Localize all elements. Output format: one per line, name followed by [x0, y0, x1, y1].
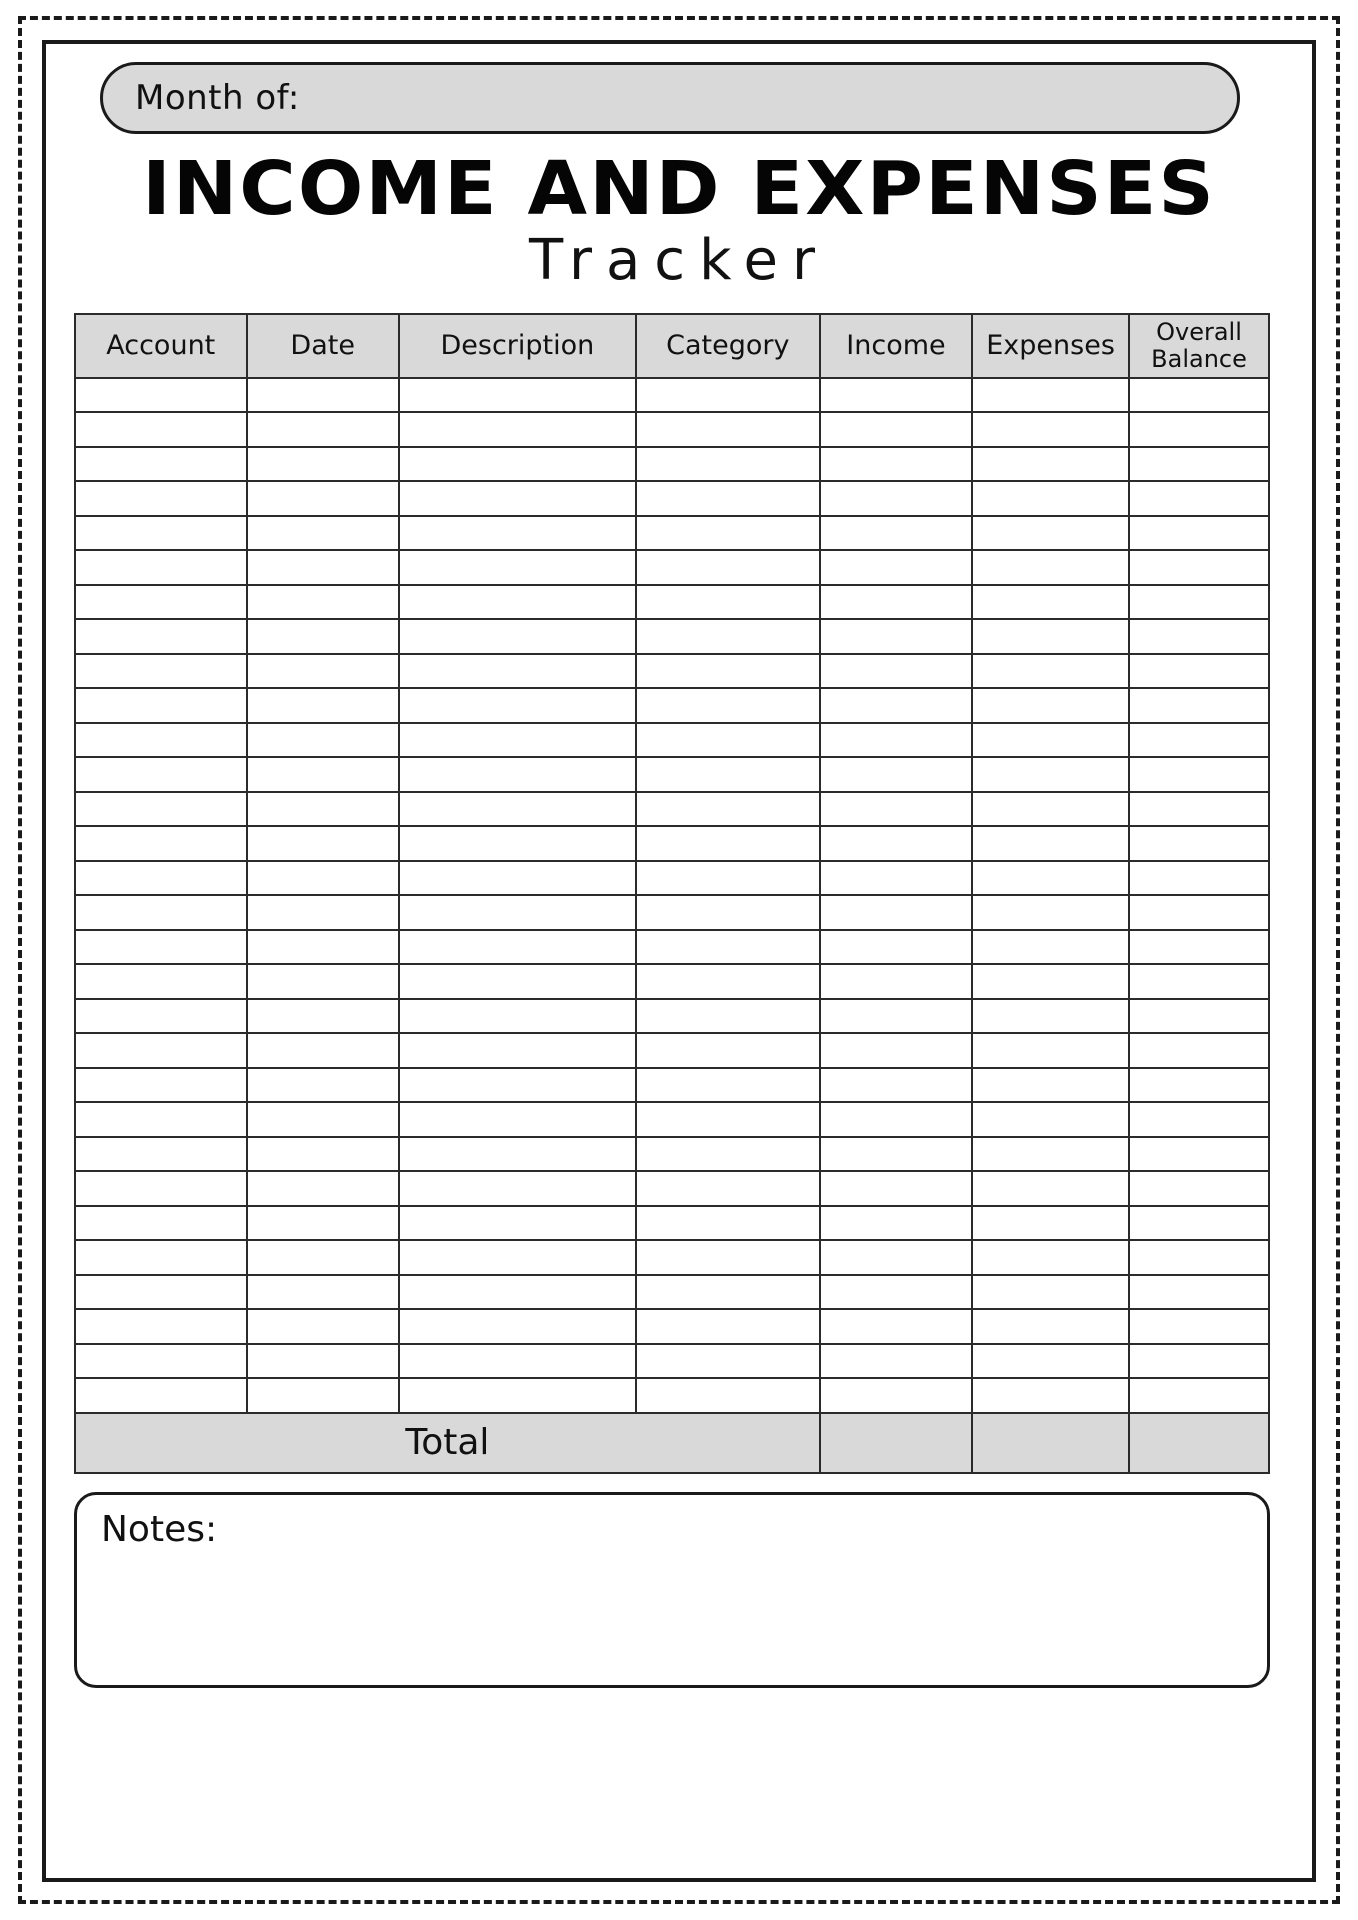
cell-description[interactable] — [399, 516, 636, 551]
cell-expenses[interactable] — [972, 412, 1129, 447]
cell-overall_balance[interactable] — [1129, 1171, 1269, 1206]
cell-expenses[interactable] — [972, 619, 1129, 654]
cell-account[interactable] — [75, 1068, 247, 1103]
cell-expenses[interactable] — [972, 723, 1129, 758]
cell-expenses[interactable] — [972, 550, 1129, 585]
cell-income[interactable] — [820, 826, 972, 861]
cell-description[interactable] — [399, 1068, 636, 1103]
cell-date[interactable] — [247, 792, 399, 827]
cell-account[interactable] — [75, 1275, 247, 1310]
cell-category[interactable] — [636, 619, 820, 654]
cell-income[interactable] — [820, 1171, 972, 1206]
cell-date[interactable] — [247, 861, 399, 896]
cell-category[interactable] — [636, 757, 820, 792]
cell-account[interactable] — [75, 757, 247, 792]
cell-overall_balance[interactable] — [1129, 1275, 1269, 1310]
cell-account[interactable] — [75, 481, 247, 516]
table-row — [75, 585, 1269, 620]
cell-category[interactable] — [636, 412, 820, 447]
cell-overall_balance[interactable] — [1129, 1033, 1269, 1068]
cell-category[interactable] — [636, 1275, 820, 1310]
table-header — [75, 314, 1269, 378]
cell-description[interactable] — [399, 792, 636, 827]
cell-expenses[interactable] — [972, 585, 1129, 620]
cell-description[interactable] — [399, 826, 636, 861]
cell-expenses[interactable] — [972, 1102, 1129, 1137]
cell-expenses[interactable] — [972, 481, 1129, 516]
cell-overall_balance[interactable] — [1129, 861, 1269, 896]
cell-account[interactable] — [75, 1240, 247, 1275]
table-row — [75, 895, 1269, 930]
cell-expenses[interactable] — [972, 1206, 1129, 1241]
cell-description[interactable] — [399, 1344, 636, 1379]
cell-date[interactable] — [247, 1275, 399, 1310]
cell-description[interactable] — [399, 1206, 636, 1241]
cell-account[interactable] — [75, 861, 247, 896]
cell-overall_balance[interactable] — [1129, 550, 1269, 585]
table-row — [75, 1206, 1269, 1241]
table-row — [75, 447, 1269, 482]
cell-income[interactable] — [820, 930, 972, 965]
cell-expenses[interactable] — [972, 1068, 1129, 1103]
total-income-cell[interactable] — [820, 1413, 972, 1473]
cell-description[interactable] — [399, 723, 636, 758]
cell-account[interactable] — [75, 447, 247, 482]
cell-overall_balance[interactable] — [1129, 447, 1269, 482]
total-balance-cell[interactable] — [1129, 1413, 1269, 1473]
cell-description[interactable] — [399, 585, 636, 620]
total-expenses-cell[interactable] — [972, 1413, 1129, 1473]
table-row — [75, 378, 1269, 413]
cell-income[interactable] — [820, 447, 972, 482]
cell-overall_balance[interactable] — [1129, 688, 1269, 723]
cell-date[interactable] — [247, 1378, 399, 1413]
column-header-date: Date — [247, 314, 399, 378]
cell-category[interactable] — [636, 585, 820, 620]
cell-overall_balance[interactable] — [1129, 654, 1269, 689]
table-header-row — [75, 314, 1269, 378]
cell-date[interactable] — [247, 1240, 399, 1275]
table-row — [75, 792, 1269, 827]
cell-income[interactable] — [820, 412, 972, 447]
tracker-table — [74, 313, 1270, 1474]
page-content — [74, 62, 1284, 1688]
column-header-income: Income — [820, 314, 972, 378]
column-header-description: Description — [399, 314, 636, 378]
table-row — [75, 1102, 1269, 1137]
cell-category[interactable] — [636, 723, 820, 758]
cell-expenses[interactable] — [972, 688, 1129, 723]
cell-date[interactable] — [247, 481, 399, 516]
cell-overall_balance[interactable] — [1129, 964, 1269, 999]
table-row — [75, 412, 1269, 447]
cell-account[interactable] — [75, 378, 247, 413]
cell-overall_balance[interactable] — [1129, 481, 1269, 516]
cell-date[interactable] — [247, 447, 399, 482]
cell-income[interactable] — [820, 516, 972, 551]
cell-overall_balance[interactable] — [1129, 1206, 1269, 1241]
cell-overall_balance[interactable] — [1129, 516, 1269, 551]
table-row — [75, 757, 1269, 792]
cell-date[interactable] — [247, 1102, 399, 1137]
table-row — [75, 619, 1269, 654]
table-row — [75, 723, 1269, 758]
cell-overall_balance[interactable] — [1129, 412, 1269, 447]
cell-description[interactable] — [399, 1137, 636, 1172]
cell-expenses[interactable] — [972, 1378, 1129, 1413]
cell-category[interactable] — [636, 1033, 820, 1068]
cell-date[interactable] — [247, 930, 399, 965]
cell-overall_balance[interactable] — [1129, 378, 1269, 413]
cell-expenses[interactable] — [972, 378, 1129, 413]
cell-income[interactable] — [820, 861, 972, 896]
cell-description[interactable] — [399, 447, 636, 482]
table-row — [75, 1378, 1269, 1413]
page-title: INCOME AND EXPENSES — [142, 146, 1216, 232]
table-row — [75, 1275, 1269, 1310]
cell-date[interactable] — [247, 1033, 399, 1068]
cell-income[interactable] — [820, 481, 972, 516]
cell-description[interactable] — [399, 1378, 636, 1413]
cell-income[interactable] — [820, 585, 972, 620]
cell-income[interactable] — [820, 688, 972, 723]
cell-date[interactable] — [247, 757, 399, 792]
table-row — [75, 688, 1269, 723]
cell-category[interactable] — [636, 1137, 820, 1172]
cell-category[interactable] — [636, 826, 820, 861]
cell-date[interactable] — [247, 826, 399, 861]
column-header-expenses: Expenses — [972, 314, 1129, 378]
cell-account[interactable] — [75, 792, 247, 827]
table-row — [75, 999, 1269, 1034]
cell-overall_balance[interactable] — [1129, 895, 1269, 930]
cell-description[interactable] — [399, 1309, 636, 1344]
cell-date[interactable] — [247, 999, 399, 1034]
cell-expenses[interactable] — [972, 999, 1129, 1034]
cell-expenses[interactable] — [972, 930, 1129, 965]
cell-overall_balance[interactable] — [1129, 619, 1269, 654]
cell-expenses[interactable] — [972, 792, 1129, 827]
cell-category[interactable] — [636, 999, 820, 1034]
cell-category[interactable] — [636, 654, 820, 689]
cell-description[interactable] — [399, 1171, 636, 1206]
cell-category[interactable] — [636, 895, 820, 930]
cell-income[interactable] — [820, 619, 972, 654]
table-footer — [75, 1413, 1269, 1473]
cell-description[interactable] — [399, 481, 636, 516]
cell-account[interactable] — [75, 1344, 247, 1379]
cell-income[interactable] — [820, 1240, 972, 1275]
total-row — [75, 1413, 1269, 1473]
column-header-overall-balance — [1129, 314, 1269, 378]
table-row — [75, 964, 1269, 999]
table-row — [75, 1171, 1269, 1206]
cell-expenses[interactable] — [972, 1171, 1129, 1206]
cell-income[interactable] — [820, 792, 972, 827]
notes-box[interactable] — [74, 1492, 1270, 1688]
cell-category[interactable] — [636, 1171, 820, 1206]
cell-expenses[interactable] — [972, 1309, 1129, 1344]
cell-category[interactable] — [636, 550, 820, 585]
table-row — [75, 1240, 1269, 1275]
cell-date[interactable] — [247, 1309, 399, 1344]
cell-income[interactable] — [820, 1068, 972, 1103]
table-row — [75, 930, 1269, 965]
cell-account[interactable] — [75, 964, 247, 999]
cell-income[interactable] — [820, 1206, 972, 1241]
cell-date[interactable] — [247, 964, 399, 999]
month-of-field[interactable] — [100, 62, 1240, 134]
cell-category[interactable] — [636, 1344, 820, 1379]
month-of-label: Month of: — [135, 78, 300, 118]
cell-category[interactable] — [636, 792, 820, 827]
cell-category[interactable] — [636, 1206, 820, 1241]
cell-expenses[interactable] — [972, 1137, 1129, 1172]
cell-expenses[interactable] — [972, 1275, 1129, 1310]
cell-overall_balance[interactable] — [1129, 1102, 1269, 1137]
cell-account[interactable] — [75, 826, 247, 861]
cell-account[interactable] — [75, 999, 247, 1034]
cell-date[interactable] — [247, 550, 399, 585]
cell-income[interactable] — [820, 1033, 972, 1068]
cell-description[interactable] — [399, 964, 636, 999]
cell-account[interactable] — [75, 1309, 247, 1344]
cell-account[interactable] — [75, 1102, 247, 1137]
cell-category[interactable] — [636, 861, 820, 896]
cell-description[interactable] — [399, 619, 636, 654]
cell-date[interactable] — [247, 1137, 399, 1172]
cell-expenses[interactable] — [972, 826, 1129, 861]
cell-income[interactable] — [820, 964, 972, 999]
cell-description[interactable] — [399, 757, 636, 792]
cell-account[interactable] — [75, 550, 247, 585]
cell-date[interactable] — [247, 688, 399, 723]
cell-category[interactable] — [636, 964, 820, 999]
cell-account[interactable] — [75, 1137, 247, 1172]
table-row — [75, 1068, 1269, 1103]
table-row — [75, 861, 1269, 896]
cell-category[interactable] — [636, 481, 820, 516]
cell-income[interactable] — [820, 999, 972, 1034]
table-row — [75, 654, 1269, 689]
cell-account[interactable] — [75, 585, 247, 620]
cell-expenses[interactable] — [972, 964, 1129, 999]
cell-account[interactable] — [75, 895, 247, 930]
cell-description[interactable] — [399, 1033, 636, 1068]
cell-expenses[interactable] — [972, 516, 1129, 551]
cell-category[interactable] — [636, 516, 820, 551]
cell-income[interactable] — [820, 723, 972, 758]
cell-overall_balance[interactable] — [1129, 999, 1269, 1034]
cell-expenses[interactable] — [972, 654, 1129, 689]
table-row — [75, 1033, 1269, 1068]
table-row — [75, 1309, 1269, 1344]
cell-income[interactable] — [820, 550, 972, 585]
cell-description[interactable] — [399, 895, 636, 930]
total-label: Total — [75, 1413, 820, 1473]
cell-expenses[interactable] — [972, 1240, 1129, 1275]
cell-expenses[interactable] — [972, 895, 1129, 930]
table-row — [75, 1344, 1269, 1379]
table-row — [75, 550, 1269, 585]
cell-category[interactable] — [636, 688, 820, 723]
cell-overall_balance[interactable] — [1129, 723, 1269, 758]
cell-account[interactable] — [75, 516, 247, 551]
cell-expenses[interactable] — [972, 1344, 1129, 1379]
cell-category[interactable] — [636, 1102, 820, 1137]
cell-date[interactable] — [247, 412, 399, 447]
cell-overall_balance[interactable] — [1129, 1344, 1269, 1379]
cell-category[interactable] — [636, 447, 820, 482]
cell-expenses[interactable] — [972, 861, 1129, 896]
cell-expenses[interactable] — [972, 757, 1129, 792]
cell-income[interactable] — [820, 1378, 972, 1413]
cell-category[interactable] — [636, 378, 820, 413]
cell-description[interactable] — [399, 378, 636, 413]
cell-category[interactable] — [636, 1240, 820, 1275]
cell-overall_balance[interactable] — [1129, 1378, 1269, 1413]
cell-account[interactable] — [75, 412, 247, 447]
cell-date[interactable] — [247, 895, 399, 930]
cell-date[interactable] — [247, 1068, 399, 1103]
cell-date[interactable] — [247, 1171, 399, 1206]
cell-category[interactable] — [636, 1309, 820, 1344]
cell-overall_balance[interactable] — [1129, 1240, 1269, 1275]
column-header-account: Account — [75, 314, 247, 378]
cell-description[interactable] — [399, 1275, 636, 1310]
cell-description[interactable] — [399, 1102, 636, 1137]
cell-income[interactable] — [820, 757, 972, 792]
cell-overall_balance[interactable] — [1129, 792, 1269, 827]
table-body — [75, 378, 1269, 1413]
column-header-category: Category — [636, 314, 820, 378]
cell-overall_balance[interactable] — [1129, 585, 1269, 620]
cell-description[interactable] — [399, 1240, 636, 1275]
page-subtitle: Tracker — [528, 228, 829, 293]
cell-expenses[interactable] — [972, 447, 1129, 482]
cell-income[interactable] — [820, 1137, 972, 1172]
cell-description[interactable] — [399, 688, 636, 723]
cell-income[interactable] — [820, 895, 972, 930]
overall-balance-line-2: Balance — [1151, 344, 1247, 373]
cell-category[interactable] — [636, 1068, 820, 1103]
cell-date[interactable] — [247, 654, 399, 689]
cell-description[interactable] — [399, 550, 636, 585]
cell-category[interactable] — [636, 930, 820, 965]
cell-income[interactable] — [820, 1309, 972, 1344]
cell-date[interactable] — [247, 723, 399, 758]
cell-date[interactable] — [247, 1344, 399, 1379]
overall-balance-line-1: Overall — [1156, 318, 1242, 347]
cell-account[interactable] — [75, 1171, 247, 1206]
cell-overall_balance[interactable] — [1129, 1309, 1269, 1344]
cell-overall_balance[interactable] — [1129, 930, 1269, 965]
cell-overall_balance[interactable] — [1129, 757, 1269, 792]
cell-income[interactable] — [820, 1102, 972, 1137]
cell-date[interactable] — [247, 378, 399, 413]
cell-account[interactable] — [75, 1378, 247, 1413]
cell-account[interactable] — [75, 1206, 247, 1241]
table-row — [75, 481, 1269, 516]
cell-date[interactable] — [247, 1206, 399, 1241]
cell-account[interactable] — [75, 688, 247, 723]
cell-description[interactable] — [399, 654, 636, 689]
cell-description[interactable] — [399, 861, 636, 896]
cell-date[interactable] — [247, 619, 399, 654]
cell-income[interactable] — [820, 378, 972, 413]
cell-overall_balance[interactable] — [1129, 1137, 1269, 1172]
table-row — [75, 1137, 1269, 1172]
cell-description[interactable] — [399, 930, 636, 965]
cell-account[interactable] — [75, 723, 247, 758]
cell-date[interactable] — [247, 516, 399, 551]
table-row — [75, 826, 1269, 861]
cell-account[interactable] — [75, 654, 247, 689]
cell-account[interactable] — [75, 1033, 247, 1068]
cell-account[interactable] — [75, 930, 247, 965]
cell-overall_balance[interactable] — [1129, 826, 1269, 861]
cell-date[interactable] — [247, 585, 399, 620]
cell-income[interactable] — [820, 1344, 972, 1379]
table-row — [75, 516, 1269, 551]
notes-label: Notes: — [101, 1508, 218, 1550]
cell-expenses[interactable] — [972, 1033, 1129, 1068]
cell-description[interactable] — [399, 412, 636, 447]
cell-account[interactable] — [75, 619, 247, 654]
cell-overall_balance[interactable] — [1129, 1068, 1269, 1103]
cell-category[interactable] — [636, 1378, 820, 1413]
cell-income[interactable] — [820, 654, 972, 689]
cell-income[interactable] — [820, 1275, 972, 1310]
cell-description[interactable] — [399, 999, 636, 1034]
